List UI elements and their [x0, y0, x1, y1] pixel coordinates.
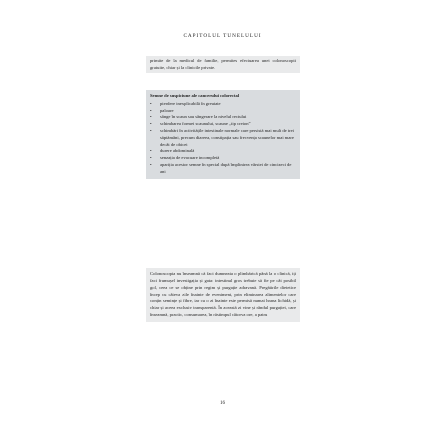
list-item: • senzația de evacuare incompletă: [150, 155, 220, 161]
bullet-icon: •: [150, 100, 152, 106]
bullet-icon: •: [150, 121, 152, 127]
warning-signs-list: [150, 101, 296, 176]
running-header: CAPITOLUL TUNELULUI: [183, 33, 262, 39]
bullet-icon: •: [150, 114, 152, 120]
warning-signs-title: Semne de suspiciune ale cancerului colorectal: [150, 93, 240, 98]
page-number: 16: [220, 401, 225, 406]
list-item: • durere abdominală: [150, 148, 195, 154]
intro-paragraph-box: [146, 56, 300, 73]
warning-signs-box: [146, 90, 300, 179]
list-item: • schimbări în activitățile intestinale normale care persistă mai mult de trei săptămâni, precum diareea, constipația sau frecvența scaunelor mai mare decât de obicei: [150, 127, 294, 147]
colonoscopy-paragraph-box: [146, 268, 300, 322]
bullet-icon: •: [150, 161, 152, 167]
bullet-icon: •: [150, 148, 152, 154]
list-item: • schimbarea formei scaunului, scaune „tip creion”: [150, 121, 251, 127]
colonoscopy-paragraph: Colonoscopia nu înseamnă că faci dumneata o plimbărică până la o clinică, iți faci frumușel investigația și gata: intestinul gros trebuie să fie pe cât posibil gol, ceea ce se obține prin regim și purgație adravană. Pregătirile dietetice încep cu câteva zile înainte de eveniment, prin eliminarea alimentelor care conțin semințe și fibre, iar cu o zi înainte este permisă numai hrana lichidă, și chiar și aceea exclusiv transparentă. În această zi vine și rândul purgației, care înseamnă, practic, consumarea, în răstimpul câtorva ore, a patru: [150, 271, 296, 318]
list-item: • sânge în scaun sau sângerare la nivelul rectului: [150, 114, 247, 120]
bullet-icon: •: [150, 127, 152, 133]
list-item: • apariția acestor semne în special după împlinirea vârstei de cincizeci de ani: [150, 161, 292, 174]
bullet-icon: •: [150, 155, 152, 161]
bullet-icon: •: [150, 107, 152, 113]
list-item: • pierdere inexplicabilă în greutate: [150, 100, 221, 106]
list-item: • paloare: [150, 107, 174, 113]
intro-paragraph: primite de la medicul de familie, permites efectuarea unei colonoscopii gratuite, chiar și la clinicile private.: [150, 58, 296, 70]
